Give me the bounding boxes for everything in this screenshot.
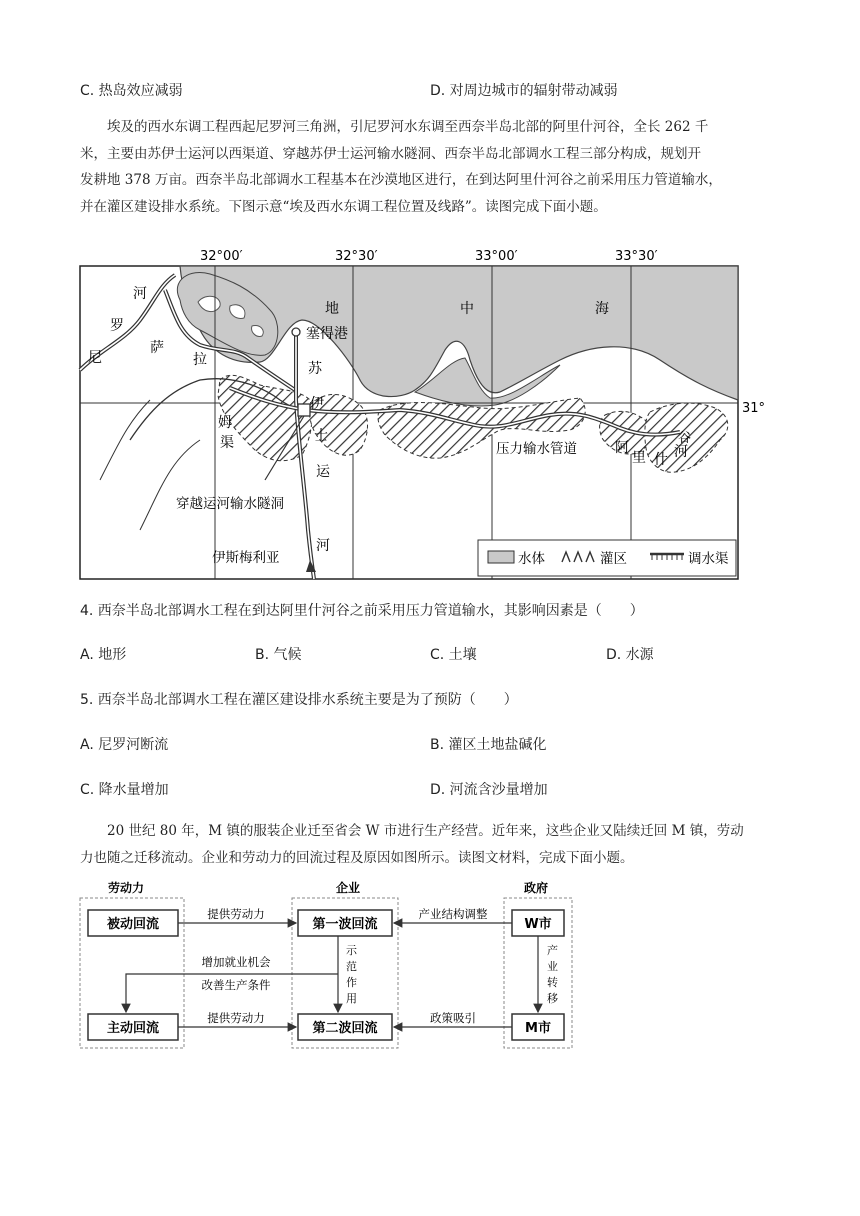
- transfer-char: 移: [547, 992, 558, 1005]
- map-legend: [478, 540, 736, 576]
- more-jobs-label: 增加就业机会: [201, 955, 271, 969]
- pipeline-label: 压力输水管道: [496, 441, 577, 457]
- legend-water-label: 水体: [518, 551, 545, 567]
- arish-label: 阿: [615, 440, 629, 456]
- intro1-line: 并在灌区建设排水系统。下图示意“埃及西水东调工程位置及线路”。读图完成下面小题。: [80, 198, 607, 215]
- sea-label: 海: [595, 301, 609, 317]
- transfer-char: 业: [547, 960, 558, 973]
- tunnel-label: 穿越运河输水隧洞: [176, 496, 284, 512]
- lon-label: 33°00′: [475, 249, 518, 264]
- canal-label: 渠: [220, 435, 234, 451]
- q4-option-a: A. 地形: [80, 647, 127, 663]
- transfer-char: 产: [547, 944, 558, 957]
- lon-label: 32°00′: [200, 249, 243, 264]
- industry-adjust-label: 产业结构调整: [418, 907, 488, 921]
- m-city-label: M市: [525, 1021, 551, 1036]
- sea-label: 地: [325, 301, 339, 317]
- option-c: C. 热岛效应减弱: [80, 83, 183, 99]
- intro-paragraph-2: [80, 818, 780, 871]
- q4-option-d: D. 水源: [606, 647, 654, 663]
- return-flow-diagram: [76, 878, 576, 1050]
- legend-canal-label: 调水渠: [688, 551, 729, 567]
- demo-char: 作: [346, 976, 357, 989]
- provide-labor-2: 提供劳动力: [207, 1011, 265, 1025]
- intro2-line: 20 世纪 80 年，M 镇的服装企业迁至省会 W 市进行生产经营。近年来，这些企业又陆续迁回 M 镇，劳动: [107, 823, 744, 839]
- intro1-line: 埃及的西水东调工程西起尼罗河三角洲，引尼罗河水东调至西奈半岛北部的阿里什河谷，全长 262 千: [107, 119, 709, 135]
- q4-option-c: C. 土壤: [430, 647, 477, 663]
- q4-option-b: B. 气候: [255, 647, 302, 663]
- q5-option-d: D. 河流含沙量增加: [430, 782, 548, 798]
- nile-label: 河: [133, 286, 147, 302]
- q5-option-c: C. 降水量增加: [80, 782, 169, 798]
- w-city-label: W市: [524, 917, 552, 932]
- question-4-stem: 4. 西奈半岛北部调水工程在到达阿里什河谷之前采用压力管道输水，其影响因素是（ ）: [80, 603, 644, 619]
- passive-return-label: 被动回流: [106, 917, 160, 932]
- arish-label: 河: [674, 444, 688, 460]
- demo-char: 示: [346, 944, 357, 957]
- intro1-line: 发耕地 378 万亩。西奈半岛北部调水工程基本在沙漠地区进行，在到达阿里什河谷之前采用压力管道输水，: [80, 172, 722, 188]
- arish-label: 里: [632, 450, 646, 466]
- port-said-marker: [292, 328, 300, 336]
- intro2-line: 力也随之迁移流动。企业和劳动力的回流过程及原因如图所示。读图文材料，完成下面小题。: [80, 849, 634, 866]
- arish-label: 什: [654, 452, 668, 468]
- suez-label: 河: [316, 538, 330, 554]
- branch-label: 萨: [150, 340, 164, 356]
- lon-label: 33°30′: [615, 249, 658, 264]
- lon-label: 32°30′: [335, 249, 378, 264]
- egypt-water-transfer-map: [70, 240, 766, 585]
- ismailia-label: 伊斯梅利亚: [212, 550, 280, 566]
- option-d: D. 对周边城市的辐射带动减弱: [430, 83, 618, 99]
- suez-label: 士: [314, 428, 328, 444]
- suez-label: 苏: [308, 361, 322, 377]
- col-header-enterprise: 企业: [336, 881, 361, 895]
- nile-label: 罗: [110, 318, 124, 334]
- tunnel-marker: [298, 404, 310, 416]
- arish-label: 谷: [678, 431, 692, 446]
- legend-water-swatch: [488, 551, 514, 563]
- nile-label: 尼: [88, 350, 102, 366]
- q5-option-b: B. 灌区土地盐碱化: [430, 737, 547, 753]
- col-header-gov: 政府: [524, 881, 549, 895]
- demo-char: 范: [346, 960, 357, 973]
- q5-option-a: A. 尼罗河断流: [80, 737, 169, 753]
- intro-paragraph-1: [80, 114, 780, 220]
- legend-irrigation-label: 灌区: [600, 551, 627, 567]
- col-header-labor: 劳动力: [108, 881, 145, 895]
- canal-label: 姆: [218, 415, 232, 431]
- transfer-char: 转: [547, 976, 558, 989]
- suez-label: 运: [316, 464, 330, 480]
- demo-char: 用: [346, 992, 357, 1005]
- suez-label: 伊: [310, 396, 324, 412]
- branch-label: 拉: [193, 352, 207, 368]
- active-return-label: 主动回流: [106, 1021, 160, 1036]
- wave1-label: 第一波回流: [312, 917, 378, 932]
- wave2-label: 第二波回流: [312, 1021, 378, 1036]
- intro1-line: 米，主要由苏伊士运河以西渠道、穿越苏伊士运河输水隧洞、西奈半岛北部调水工程三部分构成，规划开: [80, 145, 701, 162]
- policy-label: 政策吸引: [430, 1011, 476, 1025]
- lat-label: 31°: [742, 401, 766, 416]
- better-conditions-label: 改善生产条件: [201, 978, 271, 992]
- question-5-stem: 5. 西奈半岛北部调水工程在灌区建设排水系统主要是为了预防（ ）: [80, 692, 518, 708]
- sea-label: 中: [460, 301, 474, 317]
- provide-labor-1: 提供劳动力: [207, 907, 265, 921]
- port-said-label: 塞得港: [306, 326, 348, 342]
